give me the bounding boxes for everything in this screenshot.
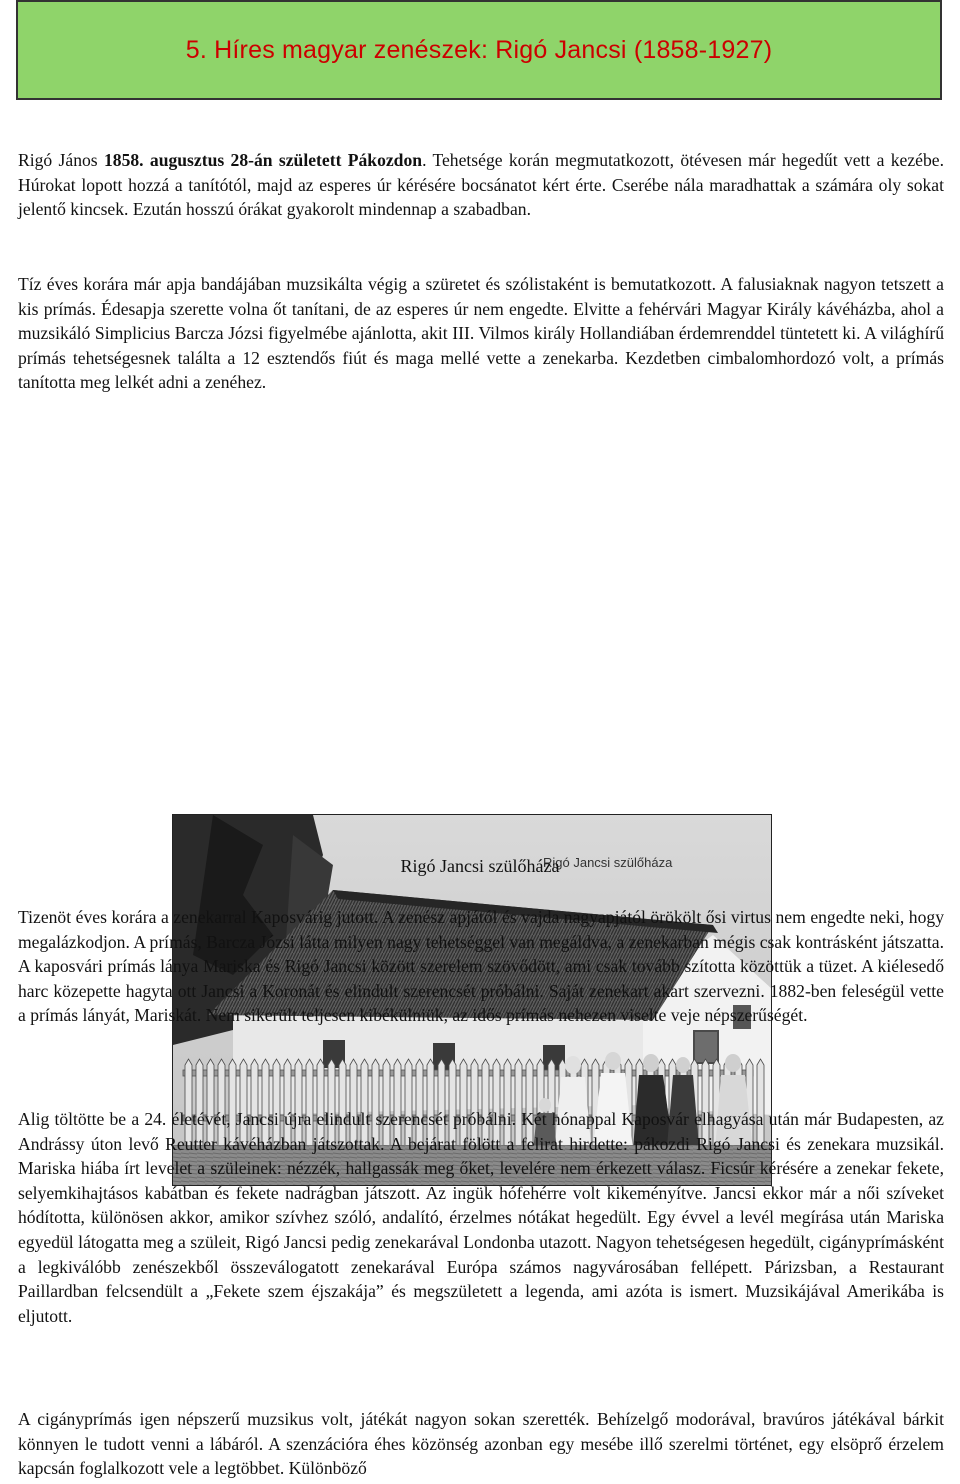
paragraph-popularity: A cigányprímás igen népszerű muzsikus volt, játékát nagyon sokan szerették. Behízelgő modorával, bravúros játékával bárkit könnyen le tudott venni a lábáról. A szenzációra éhes közönség azonban egy mesébe illő szerelmi történet, egy elsöprő érzelem kapcsán foglalkozott vele a legtöbbet. Különböző [18, 1409, 944, 1479]
paragraph-birth [18, 148, 944, 222]
page-title: 5. Híres magyar zenészek: Rigó Jancsi (1858-1927) [185, 35, 773, 64]
title-banner [16, 0, 942, 100]
paragraph-birth-lead: Rigó János [18, 150, 104, 170]
paragraph-childhood: Tíz éves korára már apja bandájában muzsikálta végig a szüretet és szólistaként is bemutatkozott. A falusiaknak nagyon tetszett a kis prímás. Édesapja szerette volna őt tanítani, de az esperes úr nem engedte. Elvitte a fehérvári Magyar Király kávéházba, ahol a muzsikáló Simplicius Barcza Józsi figyelmébe ajánlotta, akit III. Vilmos király Hollandiában érdemrenddel tüntetett ki. A világhírű prímás tehetségesnek találta a 12 esztendős fiút és maga mellé vette a zenekarba. Kezdetben cimbalomhordozó volt, a prímás tanította meg lelkét adni a zenéhez. [18, 274, 944, 393]
paragraph-birth-rest: . Tehetsége korán megmutatkozott, ötévesen már hegedűt vett a kezébe. Húrokat lopott hozzá a tanítótól, majd az esperes úr kérésére bocsánatot kért érte. Cserébe nála maradhattak a számára oly sokat jelentő kincsek. Ezután hosszú órákat gyakorolt mindennap a szabadban. [18, 150, 944, 220]
paragraph-youth: Tizenöt éves korára a zenekarral Kaposvárig jutott. A zenész apjától és vajda nagyapjától örökölt ősi virtus nem engedte neki, hogy megalázkodjon. A prímás, Barcza Józsi látta milyen nagy tehetséggel van megáldva, a zenekarban mégis csak kontrásként játszatta. A kaposvári prímás lánya Mariska és Rigó Jancsi között szerelem szövődött, ami csak tovább szította közöttük a tüzet. A kiélesedő harc közepette hagyta ott Jancsi a Koronát és elindult szerencsét próbálni. Saját zenekart akart szervezni. 1882-ben feleségül vette a prímás lányát, Mariskát. Nem sikerült teljesen kibékülniük, az idős prímás nehezen viselte veje népszerűségét. [18, 907, 944, 1026]
photo-caption: Rigó Jancsi szülőháza [400, 856, 560, 876]
birth-date-bold: 1858. augusztus 28-án született Pákozdon [103, 150, 423, 170]
photo-inscription: Rigó Jancsi szülőháza [543, 855, 673, 870]
paragraph-budapest: Alig töltötte be a 24. életévét, Jancsi újra elindult szerencsét próbálni. Két hónappal Kaposvár elhagyása után már Budapesten, az Andrássy úton levő Reutter kávéházban játszottak. A bejárat fölött a felirat hirdette: pákozdi Rigó Jancsi és zenekara muzsikál. Mariska hiába írt levelet a szüleinek: nézzék, hallgassák meg őket, levelére nem érkezett válasz. Ficsúr kérésére a zenekar fekete, selyemkihajtásos kabátban és fekete nadrágban játszott. Az ingük hófehérre volt kikeményítve. Jancsi ekkor már a női szíveket hódította, különösen akkor, amikor szívhez szóló, andalító, érzelmes nótákat hegedült. Egy évvel a levél megírása után Mariska egyedül látogatta meg a szüleit, Rigó Jancsi pedig zenekarával Londonba utazott. Nagyon tehetségesen hegedült, cigányprímásként a legkiválóbb zenészekből összeválogatott zenekarával Európa számos nagyvárosában fellépett. Párizsban, a Restaurant Paillardban felcsendült a „Fekete szem éjszakája” és megszületett a legenda, ami azóta is ismert. Muzsikájával Amerikába is eljutott. [18, 1109, 944, 1326]
